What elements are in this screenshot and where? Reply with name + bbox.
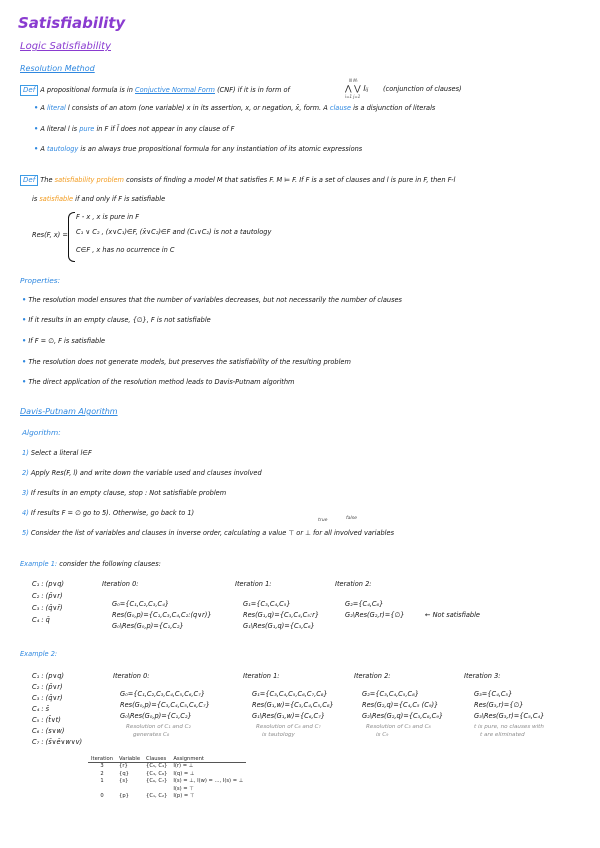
ex2-iter2-line: G₂\Res(G₂,q)={C₃,C₈,C₉} (362, 712, 444, 720)
table-header: Clauses (143, 756, 170, 763)
false-note: false (346, 516, 357, 521)
ex2-iter2-note: Resolution of C₃ and C₈ (366, 724, 431, 730)
ex1-iter2-line: G₂\Res(G₂,r)={∅} (345, 611, 405, 619)
ex1-iter2-title: Iteration 2: (335, 580, 372, 588)
example2-clause: C₃ : (q̄∨r) (32, 694, 63, 702)
bullet-dot: • (34, 125, 39, 133)
algorithm-step: 2) Apply Res(F, l) and write down the variable used and clauses involved (22, 469, 262, 477)
table-row: 3 {r} {C₅, C₄} I(r) = ⊥ (100, 763, 194, 769)
ex2-iter1-line: Res(G₁,w)={C₃,C₄,C₅,C₈} (252, 701, 334, 709)
cnf-formula-sub: i=1 j=1 (345, 94, 361, 99)
satisfiability-problem-term: satisfiability problem (54, 176, 124, 184)
ex1-iter1-line: Res(G₁,q)={C₃,C₄,C₅:r} (243, 611, 320, 619)
def1-text-a: A propositional formula is in (40, 86, 136, 94)
bullet-dot: • (34, 145, 39, 153)
ex2-iter3-title: Iteration 3: (464, 672, 501, 680)
ex1-iter1-title: Iteration 1: (235, 580, 272, 588)
ex2-iter3-note: t are eliminated (480, 732, 525, 738)
bullet-dot: • (34, 104, 39, 112)
def2-line2: is satisfiable if and only if F is satisfiable (32, 195, 166, 203)
res-case-1: F - x , x is pure in F (76, 213, 140, 221)
ex2-iter0-line: G₀={C₁,C₂,C₃,C₄,C₅,C₆,C₇} (120, 690, 205, 698)
algorithm-label: Algorithm: (22, 428, 61, 437)
example1-clause: C₃ : (q̄∨r̄) (32, 604, 63, 612)
example1-header: Example 1: consider the following clauses: (20, 560, 161, 568)
example2-clause: C₄ : s̄ (32, 705, 50, 713)
ex1-iter1-line: G₁\Res(G₁,q)={C₃,C₆} (243, 622, 315, 630)
section-title: Logic Satisfiability (20, 41, 111, 52)
def1-bullet-3: • A tautology is an always true propositional formula for any instantiation of its atomic expressions (34, 145, 363, 153)
ex2-iter0-note: Resolution of C₁ and C₂ (126, 724, 191, 730)
table-row: 1 {s} {C₆, C₇} I(s) = ⊥, I(w) = ..., I(s) = ⊥ (100, 778, 244, 784)
ex2-iter2-title: Iteration 2: (354, 672, 391, 680)
property-item: • If it results in an empty clause, {∅}, F is not satisfiable (22, 316, 211, 324)
ex2-iter0-title: Iteration 0: (113, 672, 150, 680)
satisfiable-term: satisfiable (39, 195, 74, 203)
def1-text-b: (CNF) if it is in form of (214, 86, 290, 94)
ex2-iter3-line: G₃={C₄,C₅} (474, 690, 513, 698)
table-row: I(s) = ⊤ (173, 785, 194, 792)
table-header: Assignment (170, 756, 246, 763)
davis-putnam-heading: Davis-Putnam Algorithm (20, 407, 118, 416)
ex1-iter0-line: G₀={C₁,C₂,C₃,C₄} (112, 600, 169, 608)
def1-text-c: (conjunction of clauses) (383, 85, 462, 93)
ex2-iter0-note: generates C₈ (133, 732, 170, 738)
example2-clause: C₆ : (s∨w) (32, 727, 65, 735)
ex1-iter2-line: G₂={C₄,C₆} (345, 600, 384, 608)
example2-heading: Example 2: (20, 650, 58, 658)
def-badge: Def (20, 175, 38, 186)
def-badge: Def (20, 85, 38, 96)
example2-clause: C₅ : (t̄∨t) (32, 716, 61, 724)
res-bracket (68, 212, 75, 262)
ex2-iter1-line: G₁={C₃,C₄,C₅,C₆,C₇,C₈} (252, 690, 328, 698)
resolution-heading: Resolution Method (20, 64, 95, 73)
example1-clause: C₂ : (p̄∨r) (32, 592, 63, 600)
properties-heading: Properties: (20, 276, 61, 285)
algorithm-step: 1) Select a literal l∈F (22, 449, 92, 457)
property-item: • The direct application of the resolution method leads to Davis-Putnam algorithm (22, 378, 295, 386)
ex1-iter1-line: G₁={C₃,C₄,C₅} (243, 600, 291, 608)
assignment-table (88, 756, 246, 801)
ex2-iter2-line: G₂={C₃,C₄,C₅,C₈} (362, 690, 419, 698)
ex2-iter0-line: G₀\Res(G₀,p)={C₁,C₂} (120, 712, 192, 720)
example2-clause: C₂ : (p̄∨r) (32, 683, 63, 691)
property-item: • The resolution model ensures that the number of variables decreases, but not necessarily the number of clauses (22, 296, 402, 304)
ex2-iter1-title: Iteration 1: (243, 672, 280, 680)
example1-label: Example 1: (20, 560, 58, 568)
ex2-iter2-note: is C₉ (376, 732, 389, 738)
ex1-iter0-title: Iteration 0: (102, 580, 139, 588)
table-header: Iteration (88, 756, 116, 763)
algorithm-step: 5) Consider the list of variables and clauses in inverse order, calculating a value ⊤ or ⊥ for all involved variables (22, 529, 395, 537)
example2-clause: C₁ : (p∨q) (32, 672, 65, 680)
ex1-iter0-line: Res(G₀,p)={C₁,C₃,C₄,C₂:(q∨r)} (112, 611, 212, 619)
property-item: • If F = ∅, F is satisfiable (22, 337, 106, 345)
res-label: Res(F, x) = (32, 231, 68, 239)
ex1-result: ← Not satisfiable (425, 611, 480, 619)
cnf-formula: ⋀ ⋁ lᵢⱼ (345, 84, 369, 93)
ex2-iter2-line: Res(G₂,q)={C₄,C₅ (C₉)} (362, 701, 439, 709)
true-note: true (318, 518, 328, 523)
def1-bullet-2: • A literal l is pure in F if l̄ does not appear in any clause of F (34, 125, 235, 133)
example1-clause: C₄ : q̄ (32, 616, 50, 624)
ex2-iter3-line: Res(G₃,r)={∅} (474, 701, 524, 709)
example1-clause: C₁ : (p∨q) (32, 580, 65, 588)
def2-line: Def The satisfiability problem consists of finding a model M that satisfies F. M ⊨ F. If F is a set of clauses and l is pure in F, then F-l (20, 175, 455, 186)
def1-line (20, 85, 290, 96)
cnf-formula-sup: N Mᵢ (349, 78, 358, 83)
ex2-iter1-note: is tautology (262, 732, 295, 738)
page-title: Satisfiability (18, 14, 126, 32)
cnf-term: Conjuctive Normal Form (135, 86, 215, 94)
res-case-2: C₁ ∨ C₂ , (x∨C₁)∈F, (x̄∨C₂)∈F and (C₁∨C₂) is not a tautology (76, 228, 272, 236)
property-item: • The resolution does not generate models, but preserves the satisfiability of the resulting problem (22, 358, 351, 366)
ex2-iter0-line: Res(G₀,p)={C₃,C₄,C₅,C₆,C₇} (120, 701, 210, 709)
table-row: 0 {p} {C₁, C₂} I(p) = ⊤ (100, 793, 195, 799)
res-case-3: C∈F , x has no ocurrence in C (76, 246, 175, 254)
ex2-iter1-note: Resolution of C₆ and C₇ (256, 724, 321, 730)
ex2-iter3-note: t is pure, no clauses with (474, 724, 544, 730)
def1-bullet-1: • A literal l consists of an atom (one variable) x in its assertion, x, or negation, x̄, form. A clause is a disjunction of literals (34, 104, 436, 112)
ex1-iter0-line: G₀\Res(G₀,p)={C₁,C₂} (112, 622, 184, 630)
ex2-iter3-line: G₃\Res(G₃,r)={C₅,C₄} (474, 712, 545, 720)
table-row: 2 {q} {C₃, C₈} I(q) = ⊥ (100, 770, 195, 777)
algorithm-step: 3) If results in an empty clause, stop : Not satisfiable problem (22, 489, 227, 497)
ex2-iter1-line: G₁\Res(G₁,w)={C₆,C₇} (252, 712, 325, 720)
table-header: Variable (116, 756, 143, 763)
example2-clause: C₇ : (s̄∨ē∨w∨v) (32, 738, 83, 746)
algorithm-step: 4) If results F = ∅ go to 5). Otherwise, go back to 1) (22, 509, 195, 517)
